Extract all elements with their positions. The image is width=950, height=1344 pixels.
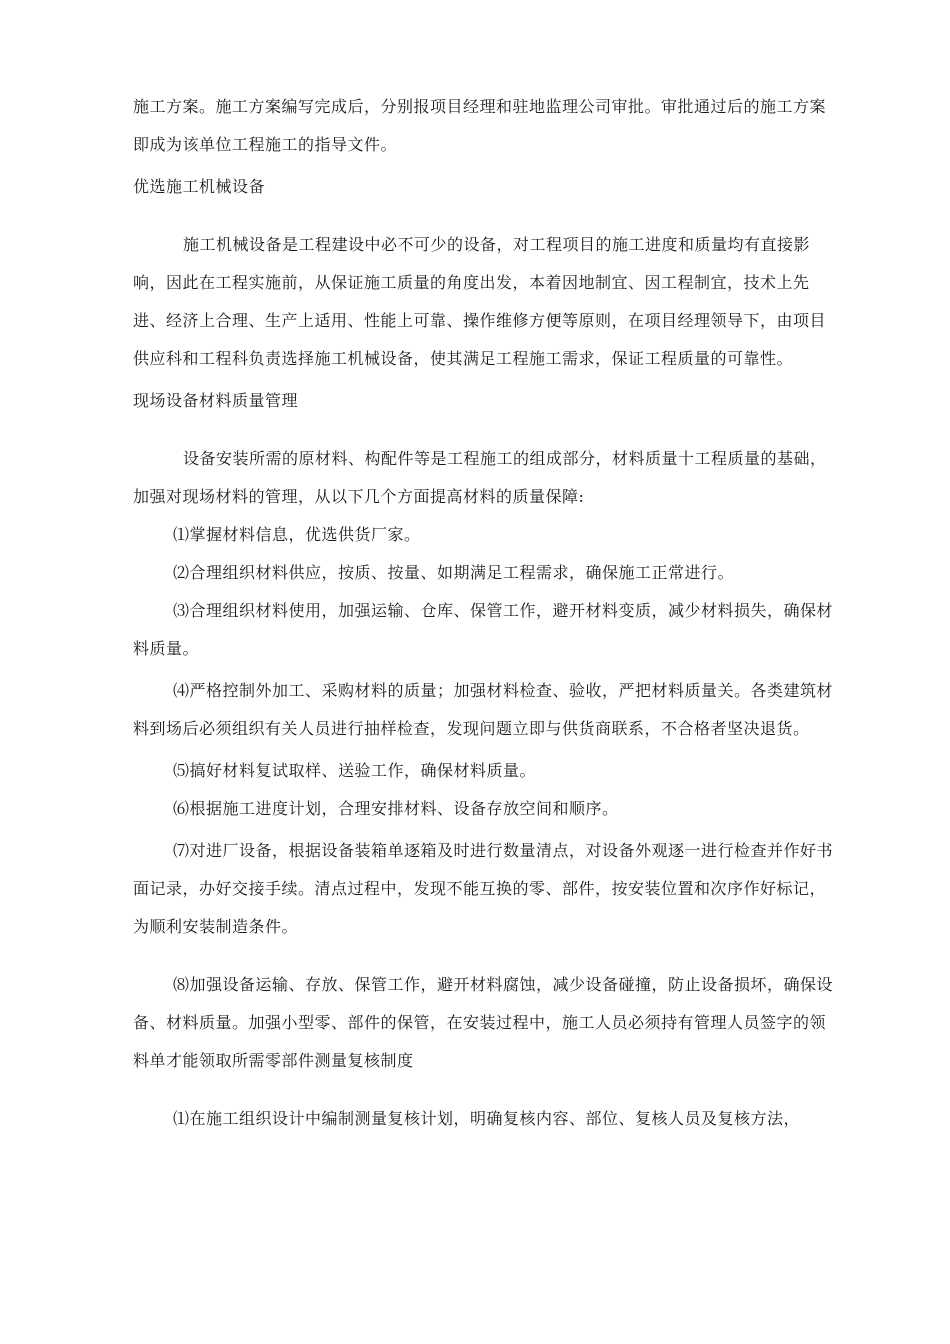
heading-material-quality: 现场设备材料质量管理: [133, 391, 299, 410]
list-item-survey-1: ⑴在施工组织设计中编制测量复核计划，明确复核内容、部位、复核人员及复核方法，: [173, 1109, 801, 1128]
paragraph-material-quality: 设备安装所需的原材料、构配件等是工程施工的组成部分，材料质量十工程质量的基础，加强对现场材料的管理，从以下几个方面提高材料的质量保障:: [133, 449, 827, 506]
list-item-5: ⑸搞好材料复试取样、送验工作，确保材料质量。: [173, 761, 537, 780]
document-page: [133, 88, 833, 1138]
paragraph-machinery-selection: 施工机械设备是工程建设中必不可少的设备，对工程项目的施工进度和质量均有直接影响，因此在工程实施前，从保证施工质量的角度出发，本着因地制宜、因工程制宜，技术上先进、经济上合理、生产上适用、性能上可靠、操作维修方便等原则，在项目经理领导下，由项目供应科和工程科负责选择施工机械设备，使其满足工程施工需求，保证工程质量的可靠性。: [133, 235, 827, 368]
list-item-6: ⑹根据施工进度计划，合理安排材料、设备存放空间和顺序。: [173, 799, 619, 818]
list-item-4: ⑷严格控制外加工、采购材料的质量；加强材料检查、验收，严把材料质量关。各类建筑材料到场后必须组织有关人员进行抽样检查，发现问题立即与供货商联系，不合格者坚决退货。: [133, 681, 834, 738]
heading-machinery-selection: 优选施工机械设备: [133, 177, 266, 196]
list-item-8: ⑻加强设备运输、存放、保管工作，避开材料腐蚀，减少设备碰撞，防止设备损坏，确保设备、材料质量。加强小型零、部件的保管，在安装过程中，施工人员必须持有管理人员签字的领料单才能领取所需零部件测量复核制度: [133, 975, 834, 1070]
list-item-7: ⑺对进厂设备，根据设备装箱单逐箱及时进行数量清点，对设备外观逐一进行检查并作好书面记录，办好交接手续。清点过程中，发现不能互换的零、部件，按安装位置和次序作好标记，为顺利安装制造条件。: [133, 841, 834, 936]
list-item-1: ⑴掌握材料信息，优选供货厂家。: [173, 525, 421, 544]
paragraph-construction-plan: 施工方案。施工方案编写完成后，分别报项目经理和驻地监理公司审批。审批通过后的施工方案即成为该单位工程施工的指导文件。: [133, 97, 827, 154]
list-item-2: ⑵合理组织材料供应，按质、按量、如期满足工程需求，确保施工正常进行。: [173, 563, 735, 582]
list-item-3: ⑶合理组织材料使用，加强运输、仓库、保管工作，避开材料变质，减少材料损失，确保材料质量。: [133, 601, 834, 658]
